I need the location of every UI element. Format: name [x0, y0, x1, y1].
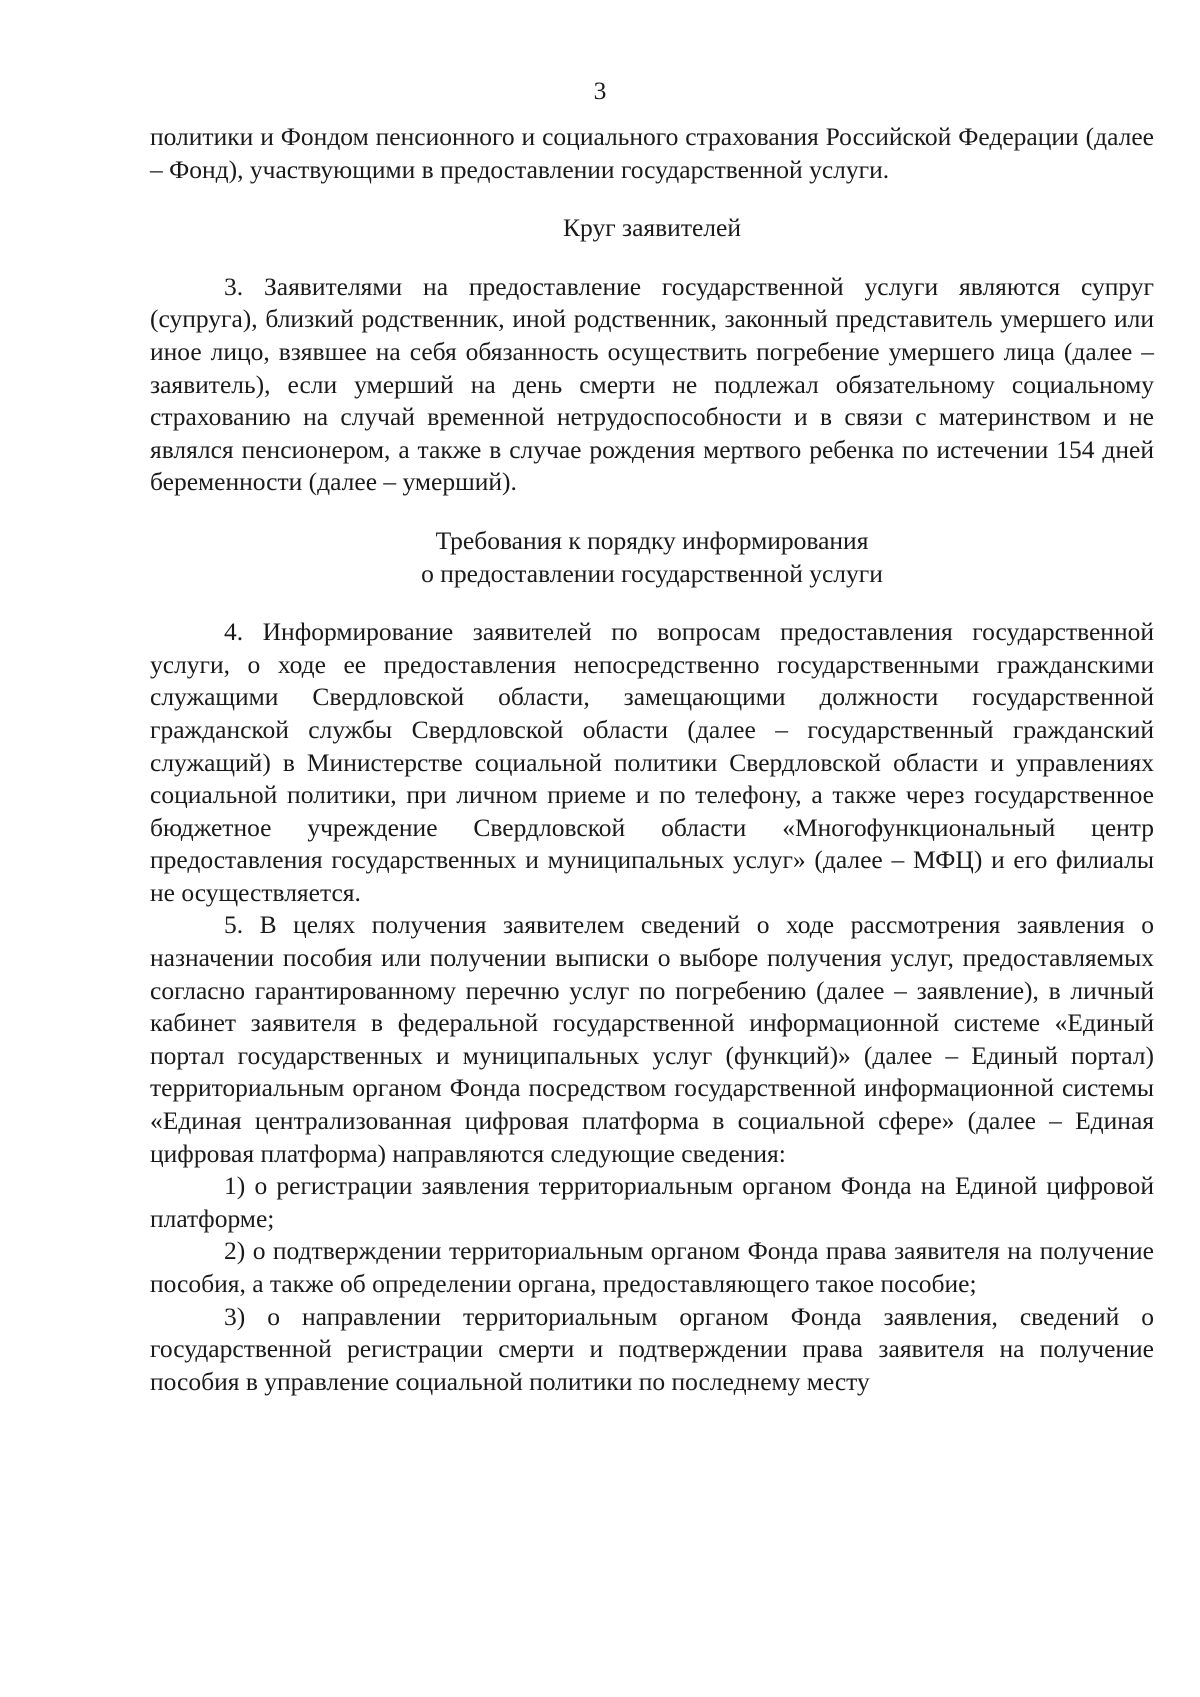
section-heading-applicants: Круг заявителей: [563, 213, 741, 243]
section-heading-informing-line1: Требования к порядку информирования: [435, 525, 869, 555]
page-number: 3: [593, 76, 607, 105]
list-item-3: 3) о направлении территориальным органом Фонда заявления, сведений о государственной регистрации смерти и подтверждении права заявителя на получение пособия в управление социальной политики по последнему месту: [150, 1301, 1154, 1396]
paragraph-continuation: политики и Фондом пенсионного и социального страхования Российской Федерации (далее – Фонд), участвующими в предоставлении государственной услуги.: [150, 122, 1154, 184]
paragraph-5: 5. В целях получения заявителем сведений о ходе рассмотрения заявления о назначении пособия или получении выписки о выборе получения услуг, предоставляемых согласно гарантированному перечню услуг по погребению (далее – заявление), в личный кабинет заявителя в федеральной государственной информационной системе «Единый портал государственных и муниципальных услуг (функций)» (далее – Единый портал) территориальным органом Фонда посредством государственной информационной системы «Единая централизованная цифровая платформа в социальной сфере» (далее – Единая цифровая платформа) направляются следующие сведения:: [150, 910, 1154, 1168]
paragraph-4: 4. Информирование заявителей по вопросам предоставления государственной услуги, о ходе ее предоставления непосредственно государственными гражданскими служащими Свердловской области, замещающими должности государственной гражданской службы Свердловской области (далее – государственный гражданский служащий) в Министерстве социальной политики Свердловской области и управлениях социальной политики, при личном приеме и по телефону, а также через государственное бюджетное учреждение Свердловской области «Многофункциональный центр предоставления государственных и муниципальных услуг» (далее – МФЦ) и его филиалы не осуществляется.: [150, 617, 1154, 907]
paragraph-3: 3. Заявителями на предоставление государственной услуги являются супруг (супруга), близкий родственник, иной родственник, законный представитель умершего или иное лицо, взявшее на себя обязанность осуществить погребение умершего лица (далее – заявитель), если умерший на день смерти не подлежал обязательному социальному страхованию на случай временной нетрудоспособности и в связи с материнством и не являлся пенсионером, а также в случае рождения мертвого ребенка по истечении 154 дней беременности (далее – умерший).: [150, 271, 1154, 497]
document-body: [150, 121, 1154, 1398]
section-heading-informing-line2: о предоставлении государственной услуги: [421, 558, 883, 588]
list-item-1: 1) о регистрации заявления территориальным органом Фонда на Единой цифровой платформе;: [150, 1171, 1154, 1233]
list-item-2: 2) о подтверждении территориальным органом Фонда права заявителя на получение пособия, а также об определении органа, предоставляющего такое пособие;: [150, 1236, 1154, 1298]
